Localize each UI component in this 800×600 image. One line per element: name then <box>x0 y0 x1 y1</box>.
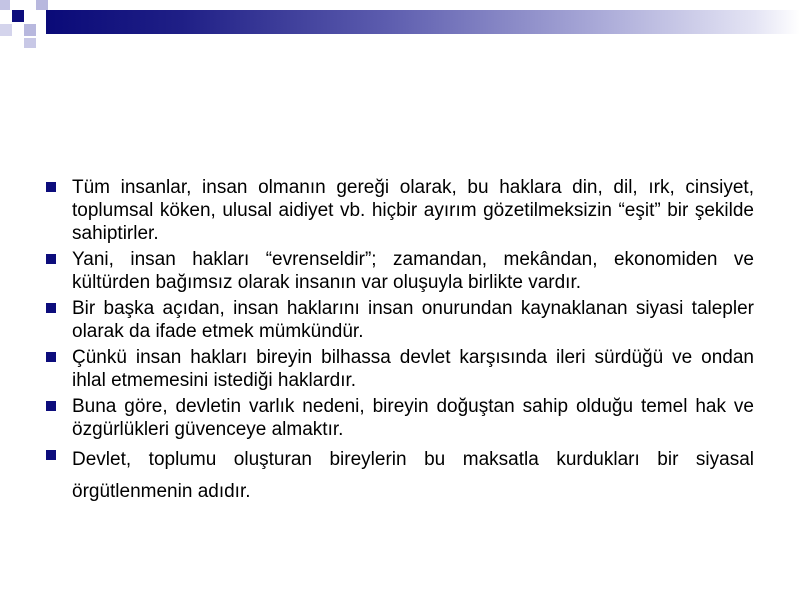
decorative-square-light <box>24 38 36 48</box>
square-bullet-icon <box>46 352 56 362</box>
decorative-square-light <box>0 0 10 10</box>
decorative-square-light <box>0 24 12 36</box>
bullet-list-item <box>46 248 754 294</box>
decorative-square-light <box>36 0 48 10</box>
square-bullet-icon <box>46 182 56 192</box>
bullet-text: Buna göre, devletin varlık nedeni, bireyin doğuştan sahip olduğu temel hak ve özgürlükleri güvenceye almaktır. <box>72 396 754 440</box>
square-bullet-icon <box>46 450 56 460</box>
bullet-list-item <box>46 346 754 392</box>
bullet-text: Devlet, toplumu oluşturan bireylerin bu maksatla kurdukları bir siyasal örgütlenmenin adıdır. <box>72 449 754 502</box>
slide-header-decoration <box>0 0 800 52</box>
square-bullet-icon <box>46 254 56 264</box>
bullet-list-item <box>46 297 754 343</box>
bullet-list-item <box>46 444 754 508</box>
slide-body <box>46 176 754 511</box>
square-bullet-icon <box>46 401 56 411</box>
header-gradient-bar <box>46 10 800 34</box>
square-bullet-icon <box>46 303 56 313</box>
decorative-square-dark <box>12 10 24 22</box>
bullet-list-item <box>46 395 754 441</box>
bullet-text: Bir başka açıdan, insan haklarını insan onurundan kaynaklanan siyasi talepler olarak da ifade etmek mümkündür. <box>72 298 754 342</box>
bullet-text: Çünkü insan hakları bireyin bilhassa devlet karşısında ileri sürdüğü ve ondan ihlal etmemesini istediği haklardır. <box>72 347 754 391</box>
bullet-text: Tüm insanlar, insan olmanın gereği olarak, bu haklara din, dil, ırk, cinsiyet, toplumsal köken, ulusal aidiyet vb. hiçbir ayırım gözetilmeksizin “eşit” bir şekilde sahiptirler. <box>72 177 754 244</box>
decorative-square-light <box>24 24 36 36</box>
bullet-text: Yani, insan hakları “evrenseldir”; zamandan, mekândan, ekonomiden ve kültürden bağımsız olarak insanın var oluşuyla birlikte vardır. <box>72 249 754 293</box>
bullet-list-item <box>46 176 754 245</box>
